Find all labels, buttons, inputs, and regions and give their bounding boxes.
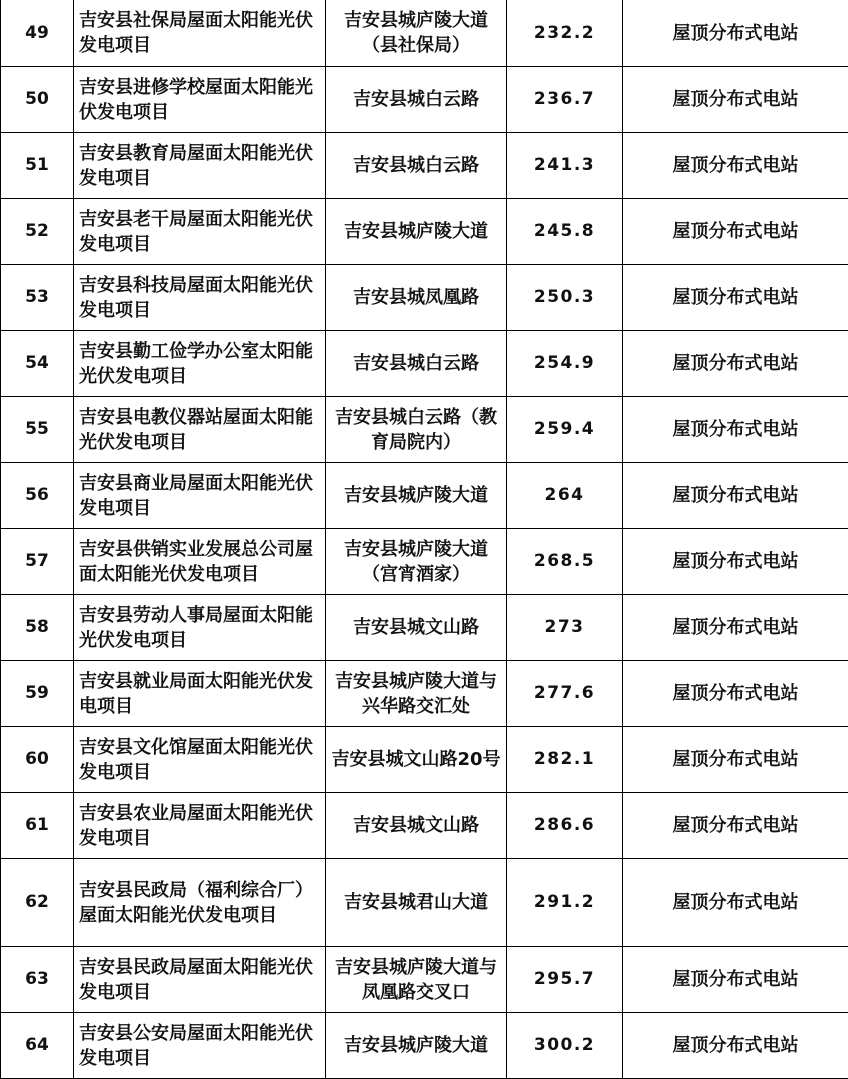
project-name: 吉安县劳动人事局屋面太阳能光伏发电项目 — [74, 595, 326, 661]
project-name: 吉安县电教仪器站屋面太阳能光伏发电项目 — [74, 397, 326, 463]
project-capacity: 286.6 — [507, 793, 623, 859]
project-capacity: 273 — [507, 595, 623, 661]
project-type: 屋顶分布式电站 — [623, 463, 848, 529]
project-name: 吉安县公安局屋面太阳能光伏发电项目 — [74, 1013, 326, 1079]
project-location: 吉安县城庐陵大道（县社保局） — [326, 0, 507, 67]
project-type: 屋顶分布式电站 — [623, 199, 848, 265]
table-row — [1, 727, 848, 793]
table-row — [1, 67, 848, 133]
table-row — [1, 0, 848, 67]
project-name: 吉安县社保局屋面太阳能光伏发电项目 — [74, 0, 326, 67]
table-row — [1, 199, 848, 265]
project-capacity: 250.3 — [507, 265, 623, 331]
project-name: 吉安县文化馆屋面太阳能光伏发电项目 — [74, 727, 326, 793]
project-name: 吉安县农业局屋面太阳能光伏发电项目 — [74, 793, 326, 859]
table-row — [1, 793, 848, 859]
project-name: 吉安县勤工俭学办公室太阳能光伏发电项目 — [74, 331, 326, 397]
project-location: 吉安县城文山路 — [326, 595, 507, 661]
table-row — [1, 661, 848, 727]
project-name: 吉安县老干局屋面太阳能光伏发电项目 — [74, 199, 326, 265]
project-name: 吉安县供销实业发展总公司屋面太阳能光伏发电项目 — [74, 529, 326, 595]
project-location: 吉安县城君山大道 — [326, 859, 507, 947]
table-row — [1, 331, 848, 397]
table-row — [1, 947, 848, 1013]
project-name: 吉安县就业局面太阳能光伏发电项目 — [74, 661, 326, 727]
row-number: 64 — [1, 1013, 74, 1079]
project-capacity: 295.7 — [507, 947, 623, 1013]
project-location: 吉安县城凤凰路 — [326, 265, 507, 331]
project-table-body — [1, 0, 848, 1079]
project-location: 吉安县城庐陵大道与凤凰路交叉口 — [326, 947, 507, 1013]
table-row — [1, 265, 848, 331]
row-number: 60 — [1, 727, 74, 793]
project-type: 屋顶分布式电站 — [623, 727, 848, 793]
project-capacity: 264 — [507, 463, 623, 529]
project-location: 吉安县城文山路 — [326, 793, 507, 859]
row-number: 51 — [1, 133, 74, 199]
row-number: 62 — [1, 859, 74, 947]
row-number: 54 — [1, 331, 74, 397]
row-number: 53 — [1, 265, 74, 331]
table-row — [1, 529, 848, 595]
project-capacity: 241.3 — [507, 133, 623, 199]
row-number: 55 — [1, 397, 74, 463]
project-location: 吉安县城庐陵大道与兴华路交汇处 — [326, 661, 507, 727]
table-row — [1, 397, 848, 463]
project-capacity: 277.6 — [507, 661, 623, 727]
table-row — [1, 133, 848, 199]
project-type: 屋顶分布式电站 — [623, 133, 848, 199]
project-capacity: 282.1 — [507, 727, 623, 793]
project-location: 吉安县城庐陵大道 — [326, 1013, 507, 1079]
row-number: 58 — [1, 595, 74, 661]
project-name: 吉安县教育局屋面太阳能光伏发电项目 — [74, 133, 326, 199]
project-type: 屋顶分布式电站 — [623, 331, 848, 397]
project-location: 吉安县城庐陵大道 — [326, 199, 507, 265]
table-row — [1, 859, 848, 947]
project-name: 吉安县商业局屋面太阳能光伏发电项目 — [74, 463, 326, 529]
project-capacity: 259.4 — [507, 397, 623, 463]
project-name: 吉安县科技局屋面太阳能光伏发电项目 — [74, 265, 326, 331]
project-capacity: 300.2 — [507, 1013, 623, 1079]
project-type: 屋顶分布式电站 — [623, 529, 848, 595]
row-number: 57 — [1, 529, 74, 595]
project-type: 屋顶分布式电站 — [623, 265, 848, 331]
project-capacity: 245.8 — [507, 199, 623, 265]
table-row — [1, 463, 848, 529]
project-type: 屋顶分布式电站 — [623, 67, 848, 133]
project-location: 吉安县城白云路（教育局院内） — [326, 397, 507, 463]
project-location: 吉安县城白云路 — [326, 331, 507, 397]
project-location: 吉安县城白云路 — [326, 67, 507, 133]
project-type: 屋顶分布式电站 — [623, 661, 848, 727]
project-capacity: 291.2 — [507, 859, 623, 947]
project-capacity: 268.5 — [507, 529, 623, 595]
project-location: 吉安县城庐陵大道（宫宵酒家） — [326, 529, 507, 595]
project-capacity: 236.7 — [507, 67, 623, 133]
project-type: 屋顶分布式电站 — [623, 0, 848, 67]
project-location: 吉安县城白云路 — [326, 133, 507, 199]
project-location: 吉安县城庐陵大道 — [326, 463, 507, 529]
project-type: 屋顶分布式电站 — [623, 947, 848, 1013]
row-number: 61 — [1, 793, 74, 859]
project-type: 屋顶分布式电站 — [623, 397, 848, 463]
project-type: 屋顶分布式电站 — [623, 859, 848, 947]
table-row — [1, 1013, 848, 1079]
row-number: 50 — [1, 67, 74, 133]
row-number: 59 — [1, 661, 74, 727]
project-type: 屋顶分布式电站 — [623, 793, 848, 859]
project-capacity: 254.9 — [507, 331, 623, 397]
project-capacity: 232.2 — [507, 0, 623, 67]
project-type: 屋顶分布式电站 — [623, 595, 848, 661]
project-type: 屋顶分布式电站 — [623, 1013, 848, 1079]
project-name: 吉安县民政局屋面太阳能光伏发电项目 — [74, 947, 326, 1013]
project-name: 吉安县进修学校屋面太阳能光伏发电项目 — [74, 67, 326, 133]
table-row — [1, 595, 848, 661]
row-number: 49 — [1, 0, 74, 67]
row-number: 56 — [1, 463, 74, 529]
project-name: 吉安县民政局（福利综合厂）屋面太阳能光伏发电项目 — [74, 859, 326, 947]
row-number: 63 — [1, 947, 74, 1013]
project-location: 吉安县城文山路20号 — [326, 727, 507, 793]
row-number: 52 — [1, 199, 74, 265]
